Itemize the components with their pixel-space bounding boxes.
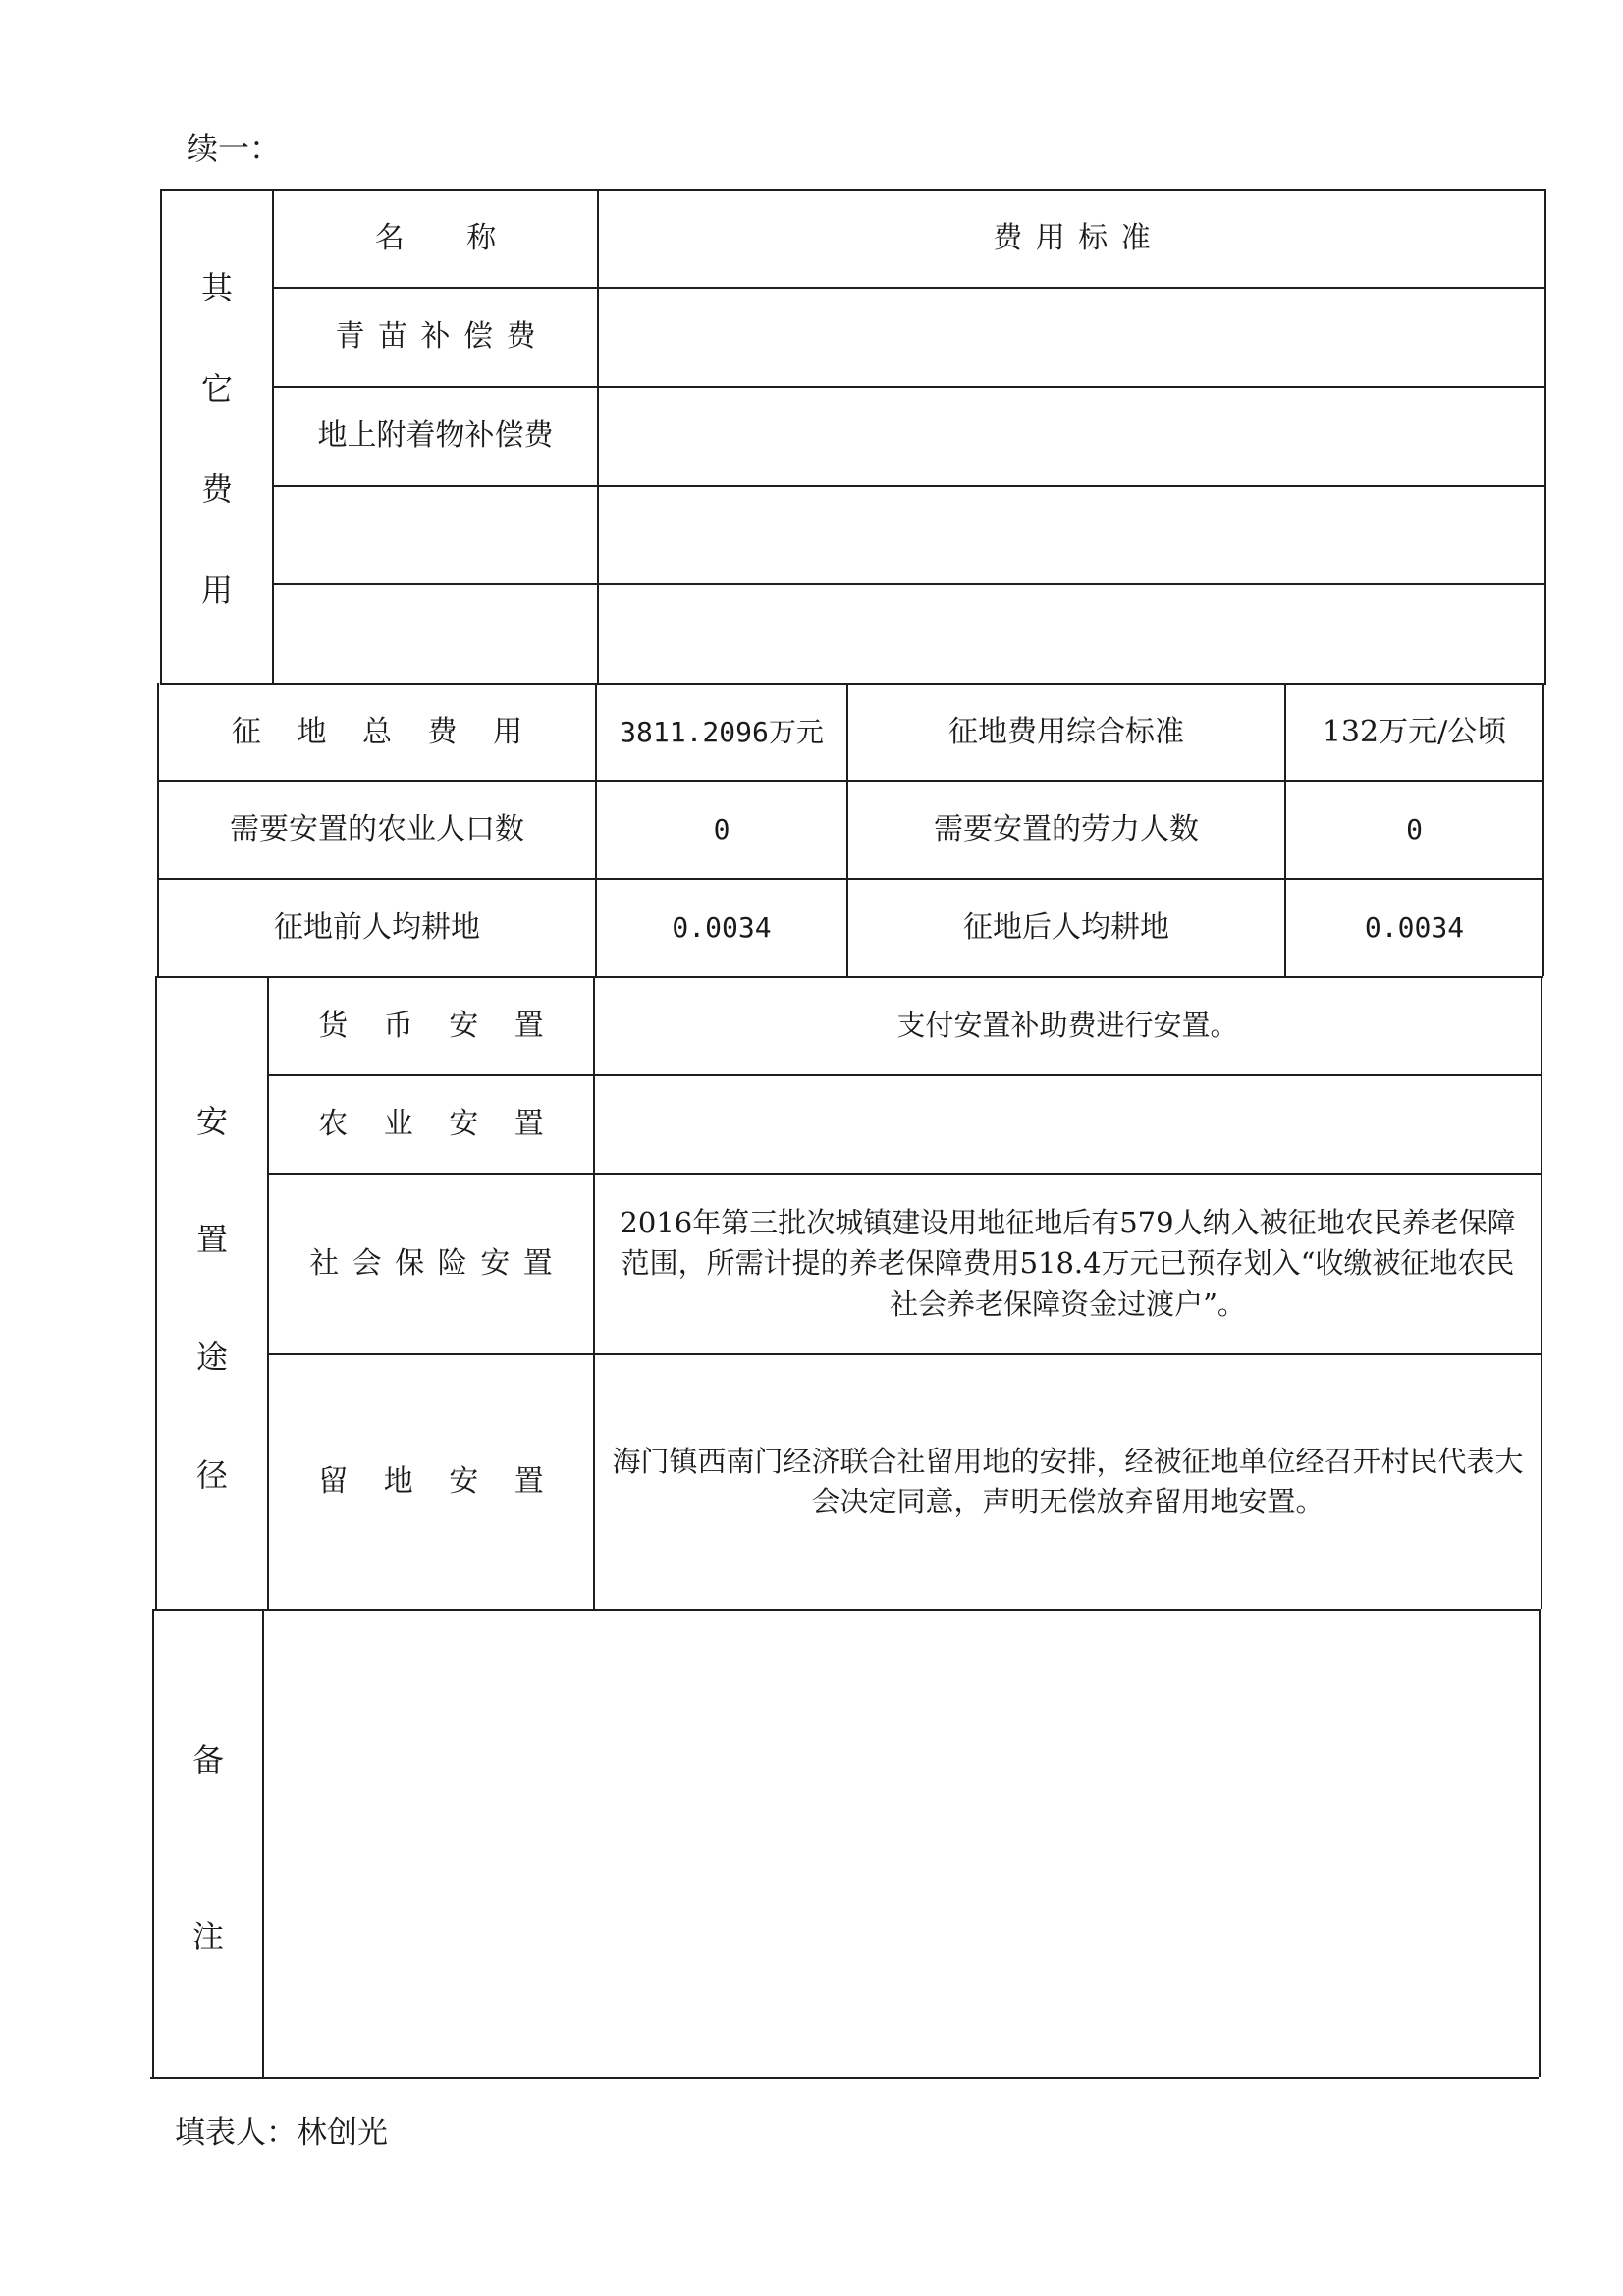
- form-filler: [175, 2107, 388, 2152]
- continuation-label: 续一：: [187, 130, 282, 167]
- total-fee-value: 3811.2096万元: [620, 716, 824, 749]
- resettlement-label-char: 置: [195, 1221, 228, 1258]
- resettlement-label-char: 安: [195, 1103, 228, 1140]
- resettlement-row-name: 农 业 安 置: [318, 1106, 558, 1141]
- other-fees-label-char: 它: [200, 369, 233, 408]
- other-fees-label-char: 用: [200, 571, 233, 609]
- farmland-after-label: 征地后人均耕地: [963, 909, 1169, 945]
- resettlement-label-char: 途: [195, 1339, 228, 1376]
- agri-population-label: 需要安置的农业人口数: [230, 811, 524, 847]
- fee-row-standard: [599, 487, 1544, 583]
- total-fee-label: 征 地 总 费 用: [231, 714, 536, 749]
- farmland-before-label: 征地前人均耕地: [274, 909, 480, 945]
- other-fees-label-char: 其: [200, 269, 233, 307]
- remarks-label-char: 注: [191, 1918, 224, 1955]
- resettlement-row-content: 2016年第三批次城镇建设用地征地后有579人纳入被征地农民养老保障范围，所需计提的养老保障费用518.4万元已预存划入“收缴被征地农民社会养老保障资金过渡户”。: [620, 1206, 1516, 1321]
- fee-row-standard: [599, 388, 1544, 485]
- column-header-standard: 费用标准: [993, 220, 1164, 255]
- labor-count-value: 0: [1406, 813, 1423, 847]
- resettlement-row-content: 海门镇西南门经济联合社留用地的安排，经被征地单位经召开村民代表大会决定同意，声明无偿放弃留用地安置。: [612, 1444, 1524, 1518]
- remarks-content: [264, 1611, 1539, 2077]
- farmland-before-value: 0.0034: [672, 911, 772, 945]
- column-header-name: 名 称: [374, 220, 523, 255]
- remarks-label-char: 备: [191, 1741, 224, 1778]
- labor-count-label: 需要安置的劳力人数: [934, 811, 1199, 847]
- remarks-section-label: [154, 1669, 262, 2023]
- fee-row-name: 青苗补偿费: [335, 319, 549, 355]
- fee-row-standard: [599, 585, 1544, 683]
- form-filler-label: 填表人：: [175, 2115, 297, 2151]
- fee-row-name: 地上附着物补偿费: [317, 418, 554, 454]
- other-fees-section-label: [162, 236, 272, 638]
- fee-row-name: [274, 585, 597, 683]
- resettlement-row-name: 留 地 安 置: [318, 1463, 558, 1499]
- form-filler-name: 林创光: [297, 2115, 388, 2151]
- other-fees-label-char: 费: [200, 470, 233, 509]
- fee-row-standard: [599, 289, 1544, 386]
- resettlement-row-name: 货 币 安 置: [318, 1008, 558, 1043]
- resettlement-section-label: [157, 1061, 267, 1532]
- resettlement-row-name: 社会保险安置: [309, 1245, 567, 1281]
- resettlement-label-char: 径: [195, 1456, 228, 1494]
- comprehensive-standard-value: 132万元/公顷: [1322, 714, 1507, 749]
- fee-row-name: [274, 487, 597, 583]
- agri-population-value: 0: [713, 813, 730, 847]
- resettlement-row-content: 支付安置补助费进行安置。: [896, 1009, 1239, 1043]
- resettlement-row-content: [595, 1076, 1541, 1173]
- comprehensive-standard-label: 征地费用综合标准: [948, 714, 1184, 749]
- farmland-after-value: 0.0034: [1364, 911, 1465, 945]
